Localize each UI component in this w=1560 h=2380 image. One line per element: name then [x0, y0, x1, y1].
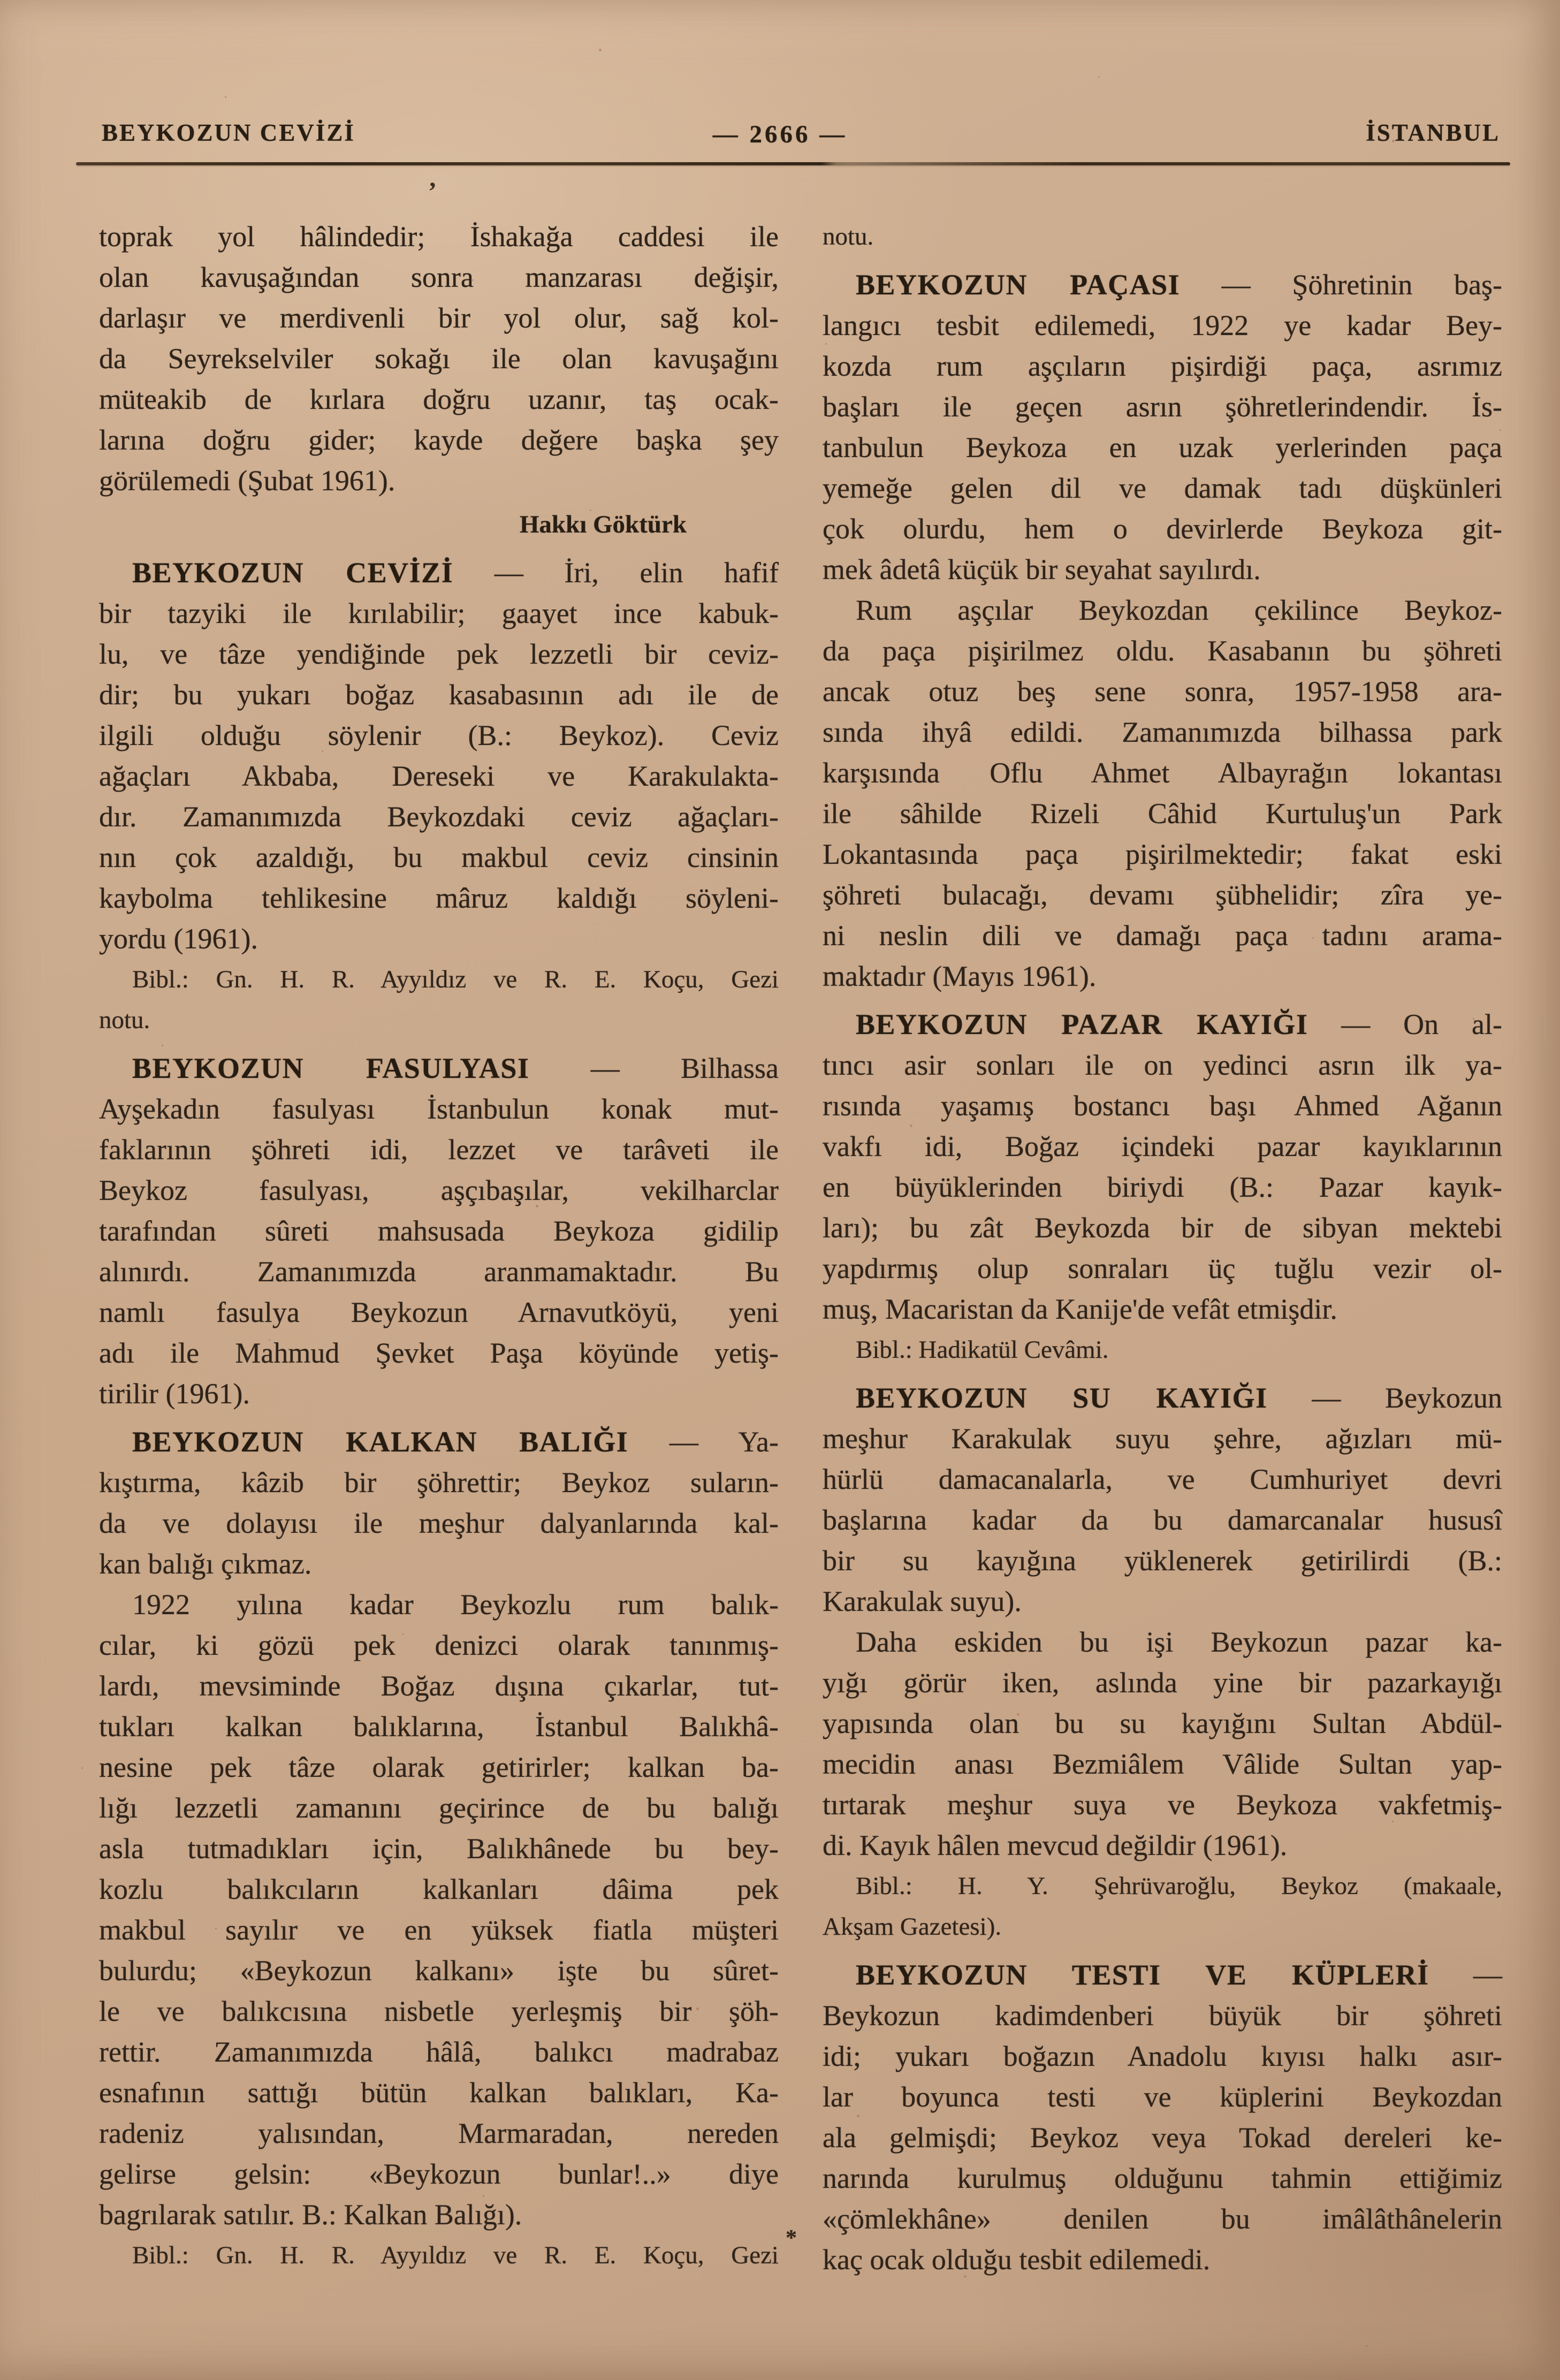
text-line: Karakulak suyu).	[823, 1585, 1022, 1617]
text-line: kozda rum aşçıların pişirdiği paça, asrımız	[823, 350, 1502, 382]
entry-beykozun-cevizi	[99, 552, 779, 959]
text-line: kaybolma tehlikesine mâruz kaldığı söyleni-	[99, 882, 779, 914]
text-line: mek âdetâ küçük bir seyahat sayılırdı.	[823, 553, 1261, 586]
text-line: larına doğru gider; kayde değere başka şey	[99, 424, 779, 456]
text-line: kozlu balıkcıların kalkanları dâima pek	[99, 1873, 779, 1905]
header-volume-title: İSTANBUL	[1366, 119, 1500, 146]
text-line: da paça pişirilmez oldu. Kasabanın bu şöhreti	[823, 635, 1502, 667]
text-line: BEYKOZUN KALKAN BALIĞI — Ya-	[132, 1426, 779, 1458]
text-line: namlı fasulya Beykozun Arnavutköyü, yeni	[99, 1296, 779, 1328]
text-line: Bibl.: Gn. H. R. Ayyıldız ve R. E. Koçu, Gezi	[132, 965, 779, 993]
text-line: Bibl.: Hadikatül Cevâmi.	[856, 1336, 1109, 1364]
text-line: langıcı tesbit edilemedi, 1922 ye kadar Bey-	[823, 309, 1502, 341]
text-line: bir su kayığına yüklenerek getirilirdi (B.:	[823, 1545, 1502, 1577]
text-line: alınırdı. Zamanımızda aranmamaktadır. Bu	[99, 1256, 779, 1288]
text-line: da ve dolayısı ile meşhur dalyanlarında kal-	[99, 1507, 779, 1539]
text-line: olan kavuşağından sonra manzarası değişir,	[99, 261, 779, 293]
text-line: maktadır (Mayıs 1961).	[823, 960, 1097, 992]
text-line: rettir. Zamanımızda hâlâ, balıkcı madrabaz	[99, 2036, 779, 2068]
stray-ink-mark: ’	[428, 177, 437, 206]
text-line: ilgili olduğu söylenir (B.: Beykoz). Ceviz	[99, 719, 779, 751]
text-line: dır. Zamanımızda Beykozdaki ceviz ağaçları-	[99, 801, 779, 833]
gutter-asterisk-mark: *	[786, 2226, 797, 2250]
text-line: tarafından sûreti mahsusada Beykoza gidilip	[99, 1215, 779, 1247]
entry-beykozun-pazar-kayigi	[823, 1004, 1502, 1329]
text-line: bir tazyiki ile kırılabilir; gaayet ince kabuk-	[99, 597, 779, 629]
entry-beykozun-fasulyasi	[99, 1048, 779, 1414]
bibliography-cevizi	[99, 959, 779, 1040]
text-line: tukları kalkan balıklarına, İstanbul Balıkhâ-	[99, 1710, 779, 1743]
text-line: yapdırmış olup sonraları üç tuğlu vezir ol-	[823, 1252, 1502, 1284]
text-line: ni neslin dili ve damağı paça tadını arama-	[823, 919, 1502, 952]
bibliography-kalkan-continuation	[823, 216, 1502, 257]
entry-heading: BEYKOZUN TESTI VE KÜPLERİ	[856, 1959, 1429, 1991]
entry-heading: BEYKOZUN CEVİZİ	[132, 557, 454, 589]
page-header	[0, 119, 1560, 156]
text-line: tıncı asir sonları ile on yedinci asrın ilk ya-	[823, 1049, 1502, 1081]
text-line: da Seyrekselviler sokağı ile olan kavuşağını	[99, 343, 779, 375]
text-line: ile sâhilde Rizeli Câhid Kurtuluş'un Park	[823, 797, 1502, 830]
text-line: asla tutmadıkları için, Balıkhânede bu bey-	[99, 1832, 779, 1865]
text-line: idi; yukarı boğazın Anadolu kıyısı halkı asır-	[823, 2040, 1502, 2072]
entry-heading: BEYKOZUN PAZAR KAYIĞI	[856, 1008, 1308, 1040]
text-line: ağaçları Akbaba, Dereseki ve Karakulakta-	[99, 760, 779, 792]
text-line: Ayşekadın fasulyası İstanbulun konak mut-	[99, 1093, 779, 1125]
text-line: nın çok azaldığı, bu makbul ceviz cinsinin	[99, 841, 779, 873]
text-line: cılar, ki gözü pek denizci olarak tanınmış-	[99, 1629, 779, 1661]
text-line: meşhur Karakulak suyu şehre, ağızları mü-	[823, 1423, 1502, 1455]
entry-heading: BEYKOZUN KALKAN BALIĞI	[132, 1426, 629, 1458]
text-line: başlarına kadar da bu damarcanalar hususî	[823, 1504, 1502, 1536]
entry-beykozun-pacasi	[823, 264, 1502, 590]
entry-heading: BEYKOZUN FASULYASI	[132, 1052, 530, 1084]
text-line: ala gelmişdi; Beykoz veya Tokad dereleri ke-	[823, 2122, 1502, 2154]
text-line: kıştırma, kâzib bir şöhrettir; Beykoz suların-	[99, 1466, 779, 1499]
text-line: esnafının sattığı bütün kalkan balıkları, Ka-	[99, 2077, 779, 2109]
text-line: BEYKOZUN PAZAR KAYIĞI — On al-	[856, 1008, 1503, 1040]
text-line: Bibl.: H. Y. Şehrüvaroğlu, Beykoz (makaale,	[856, 1872, 1502, 1900]
text-line: Daha eskiden bu işi Beykozun pazar ka-	[856, 1626, 1502, 1658]
text-line: Rum aşçılar Beykozdan çekilince Beykoz-	[856, 594, 1502, 626]
entry-beykozun-testi-ve-kupleri	[823, 1955, 1502, 2280]
text-line: lığı lezzetli zamanını geçirince de bu balığı	[99, 1792, 779, 1824]
text-line: faklarının şöhreti idi, lezzet ve tarâveti ile	[99, 1134, 779, 1166]
text-line: yemeğe gelen dil ve damak tadı düşkünleri	[823, 472, 1502, 504]
text-line: rısında yaşamış bostancı başı Ahmed Ağanın	[823, 1090, 1502, 1122]
text-line: yapısında olan bu su kayığını Sultan Abdül-	[823, 1707, 1502, 1739]
column-right	[823, 216, 1502, 2280]
entry-beykozun-kalkan-baligi	[99, 1421, 779, 1584]
text-line: yordu (1961).	[99, 923, 258, 955]
text-line: BEYKOZUN SU KAYIĞI — Beykozun	[856, 1382, 1503, 1414]
text-line: Akşam Gazetesi).	[823, 1913, 1002, 1941]
text-line: lardı, mevsiminde Boğaz dışına çıkarlar, tut-	[99, 1670, 779, 1702]
text-line: sında ihyâ edildi. Zamanımızda bilhassa park	[823, 716, 1502, 748]
text-line: BEYKOZUN PAÇASI — Şöhretinin baş-	[856, 269, 1502, 301]
text-line: BEYKOZUN FASULYASI — Bilhassa	[132, 1052, 779, 1084]
text-line: çok olurdu, hem o devirlerde Beykoza git-	[823, 513, 1502, 545]
text-line: di. Kayık hâlen mevcud değildir (1961).	[823, 1829, 1288, 1861]
text-line: vakfı idi, Boğaz içindeki pazar kayıklarının	[823, 1130, 1502, 1162]
text-line: adı ile Mahmud Şevket Paşa köyünde yetiş-	[99, 1337, 779, 1369]
text-line: müteakib de kırlara doğru uzanır, taş ocak-	[99, 383, 779, 415]
bibliography-su-kayigi	[823, 1866, 1502, 1947]
text-line: görülemedi (Şubat 1961).	[99, 465, 395, 497]
text-line: Lokantasında paça pişirilmektedir; fakat eski	[823, 838, 1502, 870]
text-line: en büyüklerinden biriydi (B.: Pazar kayık-	[823, 1171, 1502, 1203]
text-line: nesine pek tâze olarak getirirler; kalkan ba-	[99, 1751, 779, 1783]
text-line: Beykoz fasulyası, aşçıbaşılar, vekilharclar	[99, 1174, 779, 1206]
text-line: mecidin anası Bezmiâlem Vâlide Sultan yap-	[823, 1748, 1502, 1780]
text-line: notu.	[99, 1006, 150, 1034]
bibliography-kalkan	[99, 2235, 779, 2276]
text-line: ları); bu zât Beykozda bir de sibyan mektebi	[823, 1212, 1502, 1244]
text-line: makbul sayılır ve en yüksek fiatla müşteri	[99, 1914, 779, 1946]
text-line: notu.	[823, 223, 874, 250]
continued-paragraph-toprak-yol	[99, 216, 779, 501]
entry-beykozun-su-kayigi	[823, 1378, 1502, 1622]
paper-speckles	[0, 0, 2, 2]
entry-heading: BEYKOZUN SU KAYIĞI	[856, 1382, 1268, 1414]
text-line: dir; bu yukarı boğaz kasabasının adı ile de	[99, 679, 779, 711]
header-rule	[76, 162, 1510, 165]
text-line: radeniz yalısından, Marmaradan, nereden	[99, 2117, 779, 2149]
text-line: kan balığı çıkmaz.	[99, 1548, 312, 1580]
paragraph-rum-ascilar	[823, 590, 1502, 997]
text-line: tanbulun Beykoza en uzak yerlerinden paça	[823, 431, 1502, 463]
text-line: hürlü damacanalarla, ve Cumhuriyet devri	[823, 1463, 1502, 1495]
text-line: bagrılarak satılır. B.: Kalkan Balığı).	[99, 2199, 522, 2231]
text-line: şöhreti bulacağı, devamı şübhelidir; zîra ye-	[823, 879, 1502, 911]
text-line: toprak yol hâlindedir; İshakağa caddesi ile	[99, 220, 779, 253]
bibliography-pazar-kayigi	[823, 1329, 1502, 1370]
text-line: tırtarak meşhur suya ve Beykoza vakfetmiş-	[823, 1789, 1502, 1821]
text-line: yığı görür iken, aslında yine bir pazarkayığı	[823, 1667, 1502, 1699]
text-line: kaç ocak olduğu tesbit edilemedi.	[823, 2244, 1211, 2276]
text-line: Bibl.: Gn. H. R. Ayyıldız ve R. E. Koçu, Gezi	[132, 2241, 779, 2269]
text-line: darlaşır ve merdivenli bir yol olur, sağ kol-	[99, 302, 779, 334]
text-line: lar boyunca testi ve küplerini Beykozdan	[823, 2081, 1502, 2113]
text-line: narında kurulmuş olduğunu tahmin ettiğimiz	[823, 2162, 1502, 2194]
text-line: tirilir (1961).	[99, 1378, 250, 1410]
entry-heading: BEYKOZUN PAÇASI	[856, 269, 1181, 301]
text-line: muş, Macaristan da Kanije'de vefât etmişdir.	[823, 1293, 1337, 1325]
text-line: başları ile geçen asrın şöhretlerindendir. İs-	[823, 391, 1502, 423]
text-line: le ve balıkcısına nisbetle yerleşmiş bir şöh-	[99, 1995, 779, 2027]
text-line: «çömlekhâne» denilen bu imâlâthânelerin	[823, 2203, 1502, 2235]
paragraph-daha-eskiden	[823, 1622, 1502, 1866]
text-line: ancak otuz beş sene sonra, 1957-1958 ara-	[823, 675, 1502, 708]
header-entry-title: BEYKOZUN CEVİZİ	[102, 119, 355, 146]
page-number: — 2666 —	[712, 120, 848, 148]
text-line: bulurdu; «Beykozun kalkanı» işte bu sûret-	[99, 1955, 779, 1987]
text-line: karşısında Oflu Ahmet Albayrağın lokantası	[823, 757, 1502, 789]
text-line: gelirse gelsin: «Beykozun bunlar!..» diye	[99, 2158, 779, 2190]
text-line: BEYKOZUN TESTI VE KÜPLERİ —	[856, 1959, 1502, 1991]
paragraph-1922-balikcilar	[99, 1584, 779, 2235]
author-signature: Hakkı Göktürk	[519, 511, 687, 538]
text-line: Beykozun kadimdenberi büyük bir şöhreti	[823, 1999, 1502, 2032]
text-line: lu, ve tâze yendiğinde pek lezzetli bir ceviz-	[99, 638, 779, 670]
text-line: BEYKOZUN CEVİZİ — İri, elin hafif	[132, 557, 779, 589]
text-line: 1922 yılına kadar Beykozlu rum balık-	[132, 1588, 779, 1621]
column-left	[99, 216, 779, 2276]
